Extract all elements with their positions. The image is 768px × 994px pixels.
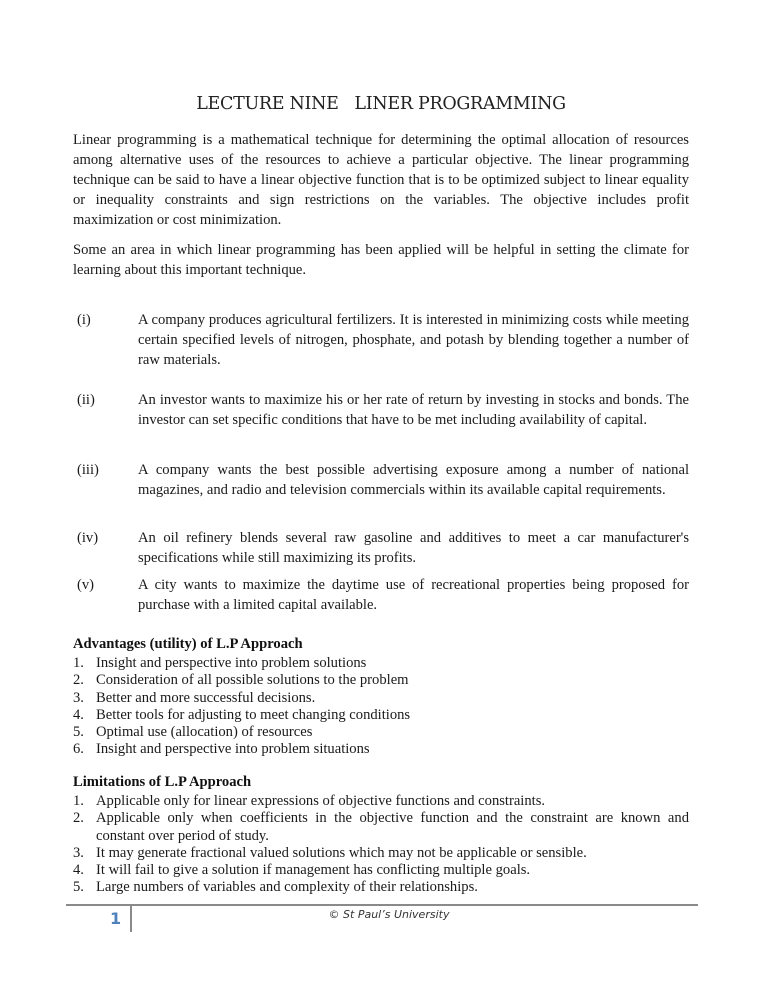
application-text: A company produces agricultural fertilizers. It is interested in minimizing costs while meeting certain specified levels of nitrogen, phosphate, and potash by blending together a number of raw materials. — [138, 312, 689, 368]
application-text: A company wants the best possible advertising exposure among a number of national magazines, and radio and television commercials within its available capital requirements. — [138, 462, 689, 498]
copyright-text: © St Paul’s University — [328, 908, 450, 921]
advantages-list — [73, 655, 689, 759]
limitation-item: 1. Applicable only for linear expressions of objective functions and constraints. — [73, 793, 546, 809]
advantages-heading: Advantages (utility) of L.P Approach — [73, 636, 303, 652]
application-number: (i) — [77, 312, 91, 328]
page-title: LECTURE NINE LINER PROGRAMMING — [196, 94, 566, 114]
page-footer — [66, 904, 698, 942]
application-number: (iii) — [77, 462, 99, 478]
advantage-item: 2. Consideration of all possible solutions to the problem — [73, 672, 409, 689]
advantage-item: 4. Better tools for adjusting to meet changing conditions — [73, 706, 411, 723]
advantage-item: 3. Better and more successful decisions. — [73, 689, 316, 706]
limitations-list — [73, 793, 689, 897]
applications-intro-paragraph: Some an area in which linear programming has been applied will be helpful in setting the climate for learning about this important technique. — [73, 242, 689, 278]
application-number: (ii) — [77, 392, 95, 408]
advantage-item: 6. Insight and perspective into problem situations — [73, 741, 370, 758]
application-text: An oil refinery blends several raw gasoline and additives to meet a car manufacturer's specifications while still maximizing its profits. — [138, 530, 689, 566]
application-number: (v) — [77, 577, 95, 593]
footer-rule — [66, 904, 698, 906]
limitation-item: 2. Applicable only when coefficients in the objective function and the constraint are known and constant over period of study. — [73, 810, 689, 844]
page-number: 1 — [110, 909, 122, 928]
limitation-item: 3. It may generate fractional valued solutions which may not be applicable or sensible. — [73, 844, 587, 861]
advantage-item: 5. Optimal use (allocation) of resources — [73, 724, 313, 741]
application-text: An investor wants to maximize his or her rate of return by investing in stocks and bonds. The investor can set specific conditions that have to be met including availability of capital. — [138, 392, 689, 428]
advantage-item: 1. Insight and perspective into problem solutions — [73, 655, 367, 671]
application-text: A city wants to maximize the daytime use of recreational properties being proposed for purchase with a limited capital available. — [138, 577, 689, 613]
limitations-heading: Limitations of L.P Approach — [73, 774, 252, 790]
limitation-item: 4. It will fail to give a solution if management has conflicting multiple goals. — [73, 862, 531, 879]
intro-paragraph: Linear programming is a mathematical technique for determining the optimal allocation of resources among alternative uses of the resources to achieve a particular objective. The linear programming technique can be said to have a linear objective function that is to be optimized subject to linear equality or inequality constraints and sign restrictions on the variables. The objective includes profit maximization or cost minimization. — [73, 132, 689, 228]
limitation-item: 5. Large numbers of variables and complexity of their relationships. — [73, 879, 478, 896]
application-number: (iv) — [77, 530, 99, 546]
